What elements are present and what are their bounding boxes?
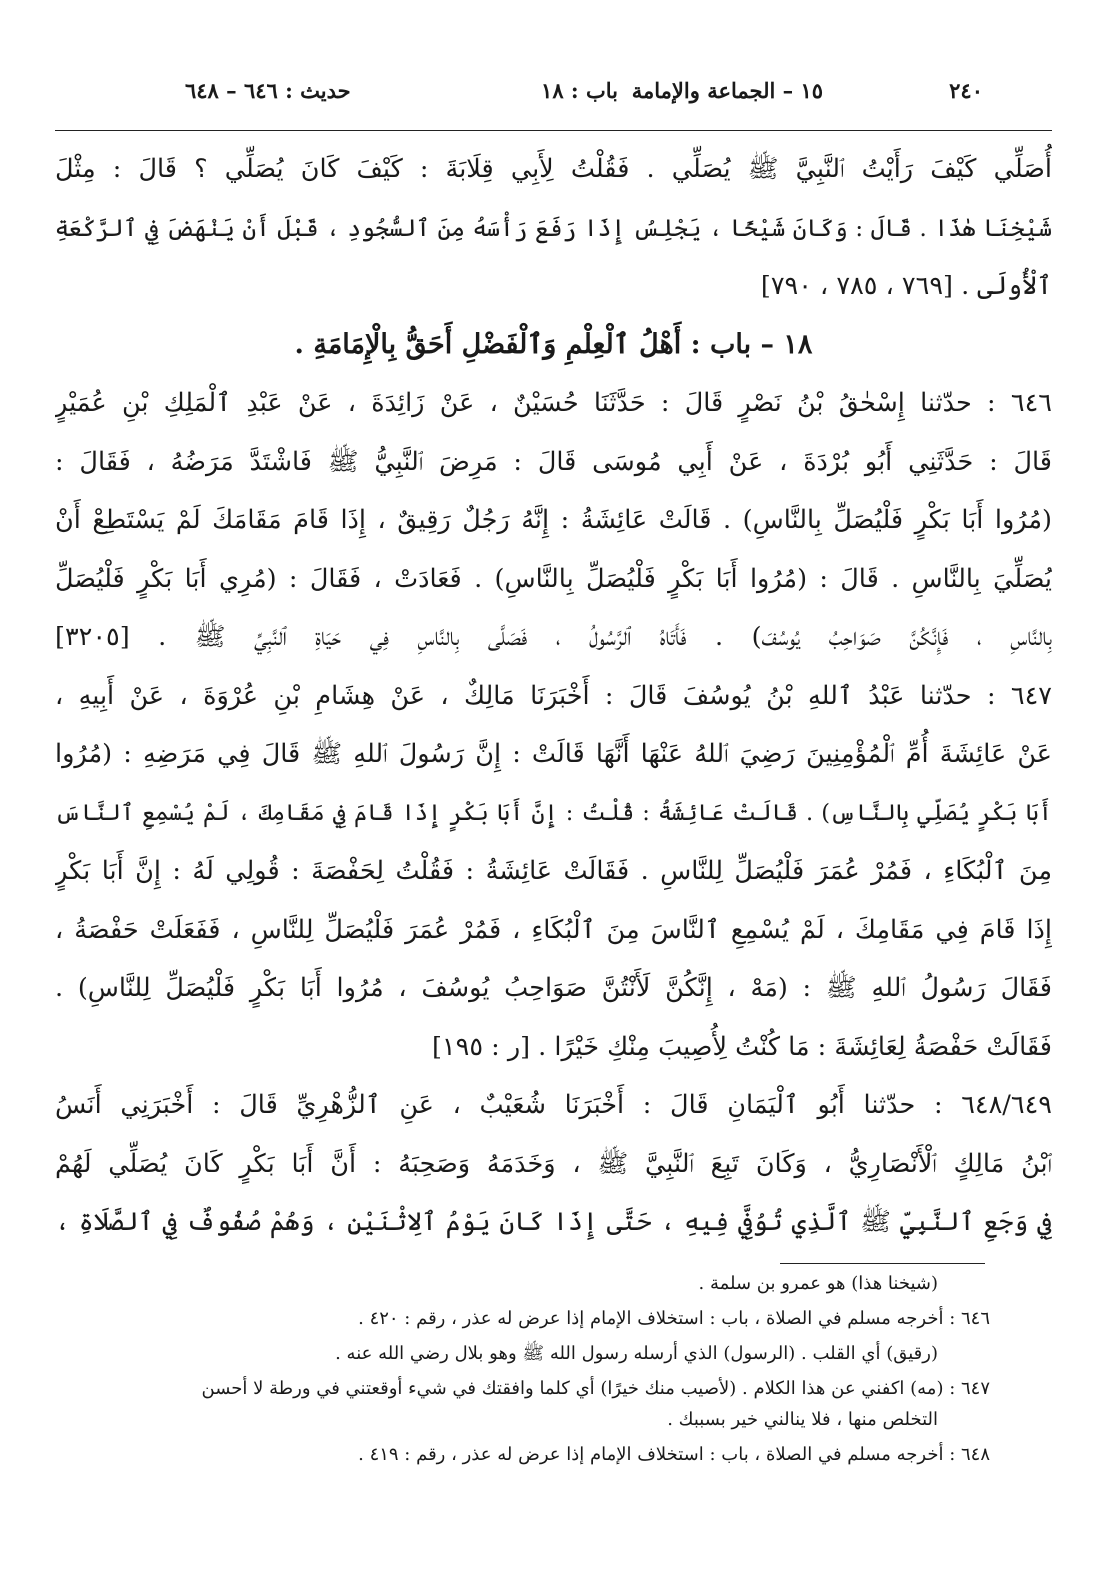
- footnote: (شيخنا هذا) هو عمرو بن سلمة .: [698, 1273, 938, 1294]
- running-header: [185, 72, 983, 112]
- text-line: ٦٤٧ : حدّثنا عَبْدُ ٱللهِ بْنُ يُوسُفَ قَالَ : أَخْبَرَنَا مَالِكٌ ، عَنْ هِشَامِ بْنِ عُرْوَةَ ، عَنْ أَبِيهِ ،: [55, 680, 1052, 711]
- text-line: فَقَالَتْ حَفْصَةُ لِعَائِشَةَ : مَا كُنْتُ لِأُصِيبَ مِنْكِ خَيْرًا . [ر : ١٩٥]: [431, 1031, 1052, 1062]
- bab-number: باب : ١٨: [541, 78, 618, 103]
- text-line: ٦٤٦ : حدّثنا إِسْحٰقُ بْنُ نَصْرٍ قَالَ : حَدَّثَنَا حُسَيْنٌ ، عَنْ زَائِدَةَ ، عَنْ عَبْدِ ٱلْمَلِكِ بْنِ عُمَيْرٍ: [55, 388, 1052, 418]
- text-line: فَقَالَ رَسُولُ ٱللهِ ﷺ : (مَهْ ، إِنَّكُنَّ لَأَنْتُنَّ صَوَاحِبُ يُوسُفَ ، مُرُوا أَبَا بَكْرٍ فَلْيُصَلِّ لِلنَّاسِ) .: [55, 973, 1052, 1003]
- text-line: إِذَا قَامَ فِي مَقَامِكَ ، لَمْ يُسْمِعِ ٱلنَّاسَ مِنَ ٱلْبُكَاءِ ، فَمُرْ عُمَرَ فَلْيُصَلِّ لِلنَّاسِ ، فَفَعَلَتْ حَفْصَةُ ،: [55, 914, 1052, 945]
- text-line: فِي وَجَعِ ٱلنَّبِيِّ ﷺ ٱلَّذِي تُوُفِّيَ فِيهِ ، حَتَّى إِذَا كَانَ يَوْمُ ٱلِاثْنَيْنِ ، وَهُمْ صُفُوفٌ فِي ٱلصَّلَاةِ ،: [55, 1207, 1052, 1237]
- text-line: أَبَا بَكْرٍ يُصَلِّي بِالنَّاسِ) . قَالَتْ عَائِشَةُ : قُلْتُ : إِنَّ أَبَا بَكْرٍ إِذَا قَامَ فِي مَقَامِكَ ، لَمْ يُسْمِعِ ٱلنَّاسَ: [55, 799, 1052, 826]
- footnote-rule: [780, 1263, 985, 1264]
- footnote: التخلص منها ، فلا ينالني خير بسببك .: [667, 1409, 938, 1430]
- footnote: ٦٤٦ : أخرجه مسلم في الصلاة ، باب : استخلاف الإمام إذا عرض له عذر ، رقم : ٤٢٠ .: [358, 1308, 990, 1329]
- chapter-heading: ١٨ – باب : أَهْلُ ٱلْعِلْمِ وَٱلْفَضْلِ أَحَقُّ بِالْإِمَامَةِ .: [294, 328, 813, 360]
- footnote: ٦٤٨ : أخرجه مسلم في الصلاة ، باب : استخلاف الإمام إذا عرض له عذر ، رقم : ٤١٩ .: [358, 1444, 990, 1465]
- text-line: مِنَ ٱلْبُكَاءِ ، فَمُرْ عُمَرَ فَلْيُصَلِّ لِلنَّاسِ . فَقَالَتْ عَائِشَةُ : فَقُلْتُ لِحَفْصَةَ : قُولِي لَهُ : إِنَّ أَبَا بَكْرٍ: [55, 856, 1052, 886]
- text-line: ٱبْنُ مَالِكٍ ٱلْأَنْصَارِيُّ ، وَكَانَ تَبِعَ ٱلنَّبِيَّ ﷺ ، وَخَدَمَهُ وَصَحِبَهُ : أَنَّ أَبَا بَكْرٍ كَانَ يُصَلِّي لَهُمْ: [55, 1148, 1052, 1179]
- text-line: يُصَلِّيَ بِالنَّاسِ . قَالَ : (مُرُوا أَبَا بَكْرٍ فَلْيُصَلِّ بِالنَّاسِ) . فَعَادَتْ ، فَقَالَ : (مُرِي أَبَا بَكْرٍ فَلْيُصَلِّ: [55, 563, 1052, 594]
- text-line: ٦٤٨/٦٤٩ : حدّثنا أَبُو ٱلْيَمَانِ قَالَ : أَخْبَرَنَا شُعَيْبٌ ، عَنِ ٱلزُّهْرِيِّ قَالَ : أَخْبَرَنِي أَنَسُ: [55, 1090, 1052, 1120]
- text-line: أُصَلِّي كَيْفَ رَأَيْتُ ٱلنَّبِيَّ ﷺ يُصَلِّي . فَقُلْتُ لِأَبِي قِلَابَةَ : كَيْفَ كَانَ يُصَلِّي ؟ قَالَ : مِثْلَ: [55, 154, 1052, 184]
- header-rule: [55, 130, 1052, 131]
- footnotes: [55, 1268, 990, 1470]
- hadith-range: حديث : ٦٤٦ – ٦٤٨: [185, 78, 351, 103]
- main-text: [55, 140, 1052, 1252]
- footnote: ٦٤٧ : (مه) اكفني عن هذا الكلام . (لأصيب منك خيرًا) أي كلما وافقتك في شيء أوقعتني في ورطة لا أحسن: [201, 1378, 990, 1399]
- text-line: شَيْخِنَا هٰذَا . قَالَ : وَكَانَ شَيْخًا ، يَجْلِسُ إِذَا رَفَعَ رَأْسَهُ مِنَ ٱلسُّجُودِ ، قَبْلَ أَنْ يَنْهَضَ فِي ٱلرَّكْعَةِ: [55, 213, 1052, 242]
- text-line: قَالَ : حَدَّثَنِي أَبُو بُرْدَةَ ، عَنْ أَبِي مُوسَى قَالَ : مَرِضَ ٱلنَّبِيُّ ﷺ فَاشْتَدَّ مَرَضُهُ ، فَقَالَ :: [55, 446, 1052, 477]
- page-number: ٢٤٠: [949, 78, 983, 103]
- text-line: ٱلْأُولَى . [٧٦٩ ، ٧٨٥ ، ٧٩٠]: [760, 271, 1052, 301]
- text-line: عَنْ عَائِشَةَ أُمِّ ٱلْمُؤْمِنِينَ رَضِيَ ٱللهُ عَنْهَا أَنَّهَا قَالَتْ : إِنَّ رَسُولَ ٱللهِ ﷺ قَالَ فِي مَرَضِهِ : (مُرُوا: [55, 739, 1052, 769]
- text-line: (مُرُوا أَبَا بَكْرٍ فَلْيُصَلِّ بِالنَّاسِ) . قَالَتْ عَائِشَةُ : إِنَّهُ رَجُلٌ رَقِيقٌ ، إِذَا قَامَ مَقَامَكَ لَمْ يَسْتَطِعْ أَنْ: [55, 505, 1052, 535]
- chapter-title: ١٥ – الجماعة والإمامة: [631, 78, 823, 103]
- text-line: بِالنَّاسِ ، فَإِنَّكُنَّ صَوَاحِبُ يُوسُفَ) . فَأَتَاهُ ٱلرَّسُولُ ، فَصَلَّى بِالنَّاسِ فِي حَيَاةِ ٱلنَّبِيِّ ﷺ . [٣٢٠٥]: [55, 622, 1052, 652]
- footnote: (رقيق) أي القلب . (الرسول) الذي أرسله رسول الله ﷺ وهو بلال رضي الله عنه .: [335, 1343, 938, 1364]
